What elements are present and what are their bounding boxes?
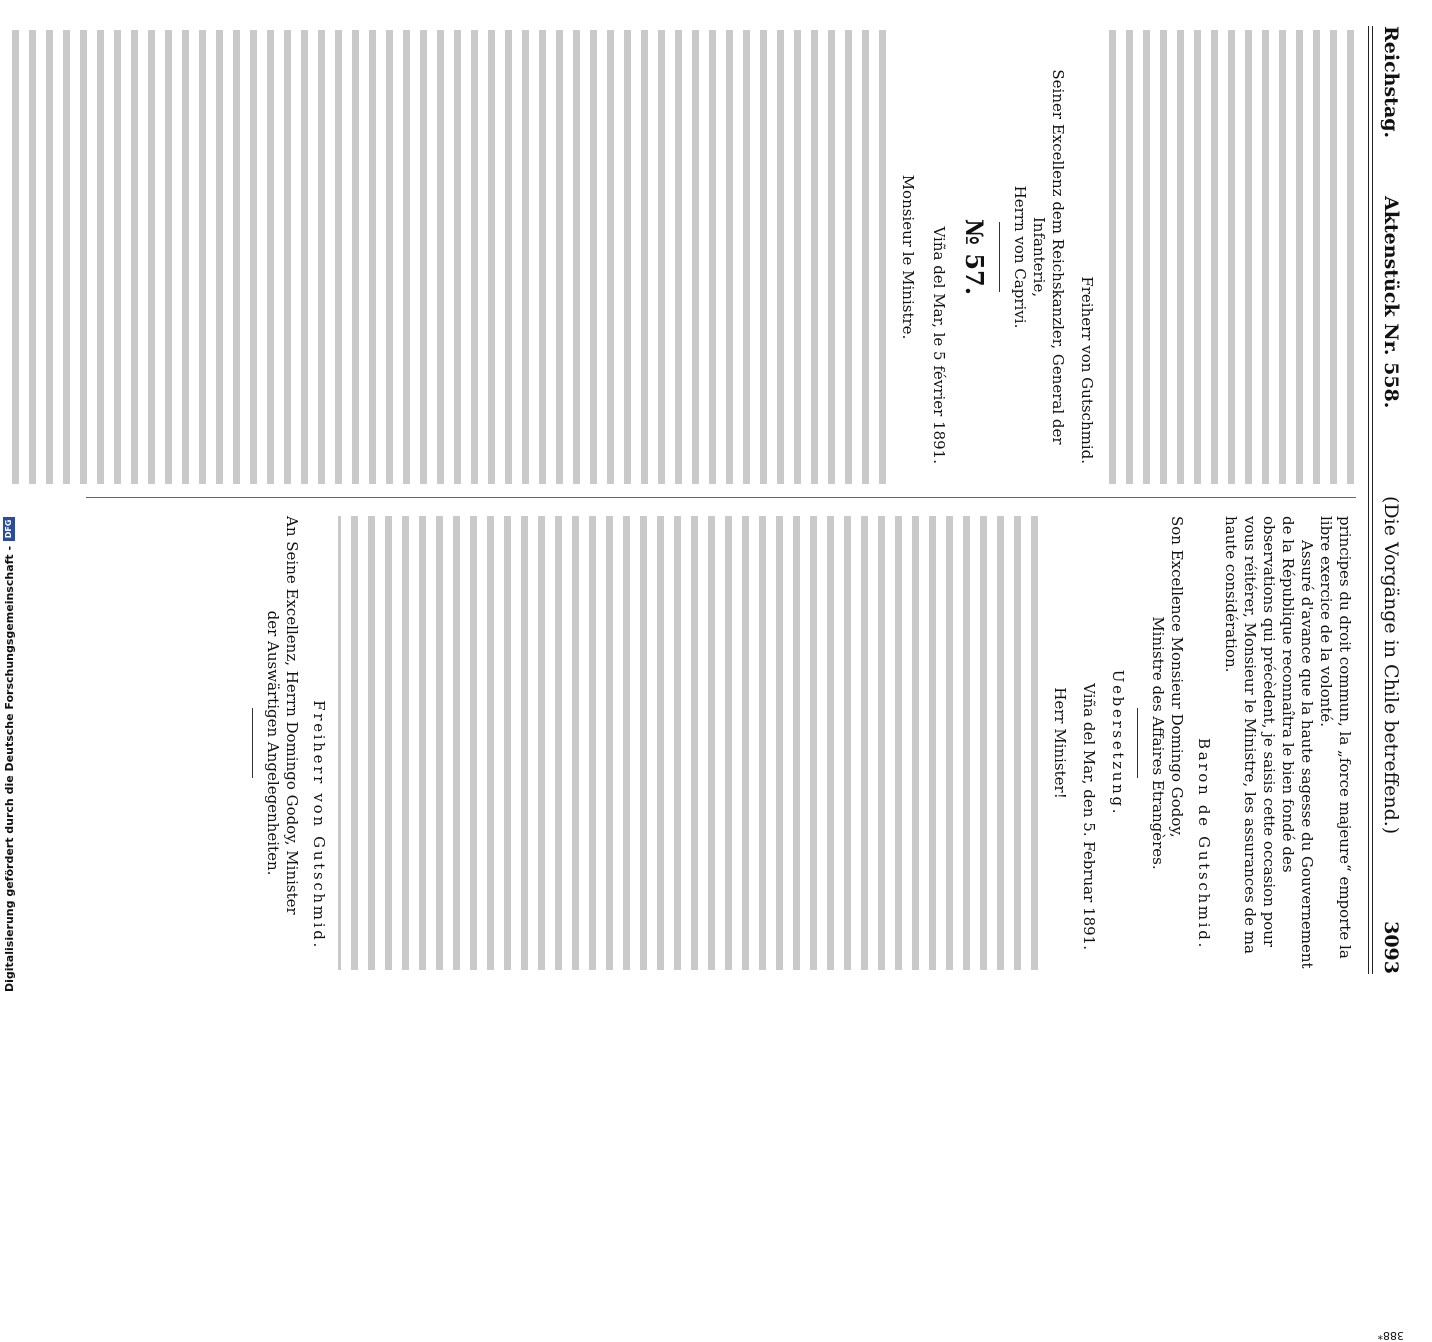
salutation: Monsieur le Ministre. [899, 174, 917, 340]
body-paragraph: Assuré d'avance que la haute sagesse du Gouvernement de la République reconnaîtra le bien fondé des observations qui précèdent, je saisis cette occasion pour vous réitérer, Monsieur le Ministre, les assurances de ma haute considération. [1222, 516, 1316, 969]
header-center: Aktenstück Nr. 558. [1380, 196, 1402, 409]
dateline: Viña del Mar, den 5. Februar 1891. [1080, 683, 1098, 950]
digitization-credit [0, 0, 18, 1000]
dateline: Viña del Mar, le 5 février 1891. [930, 226, 948, 464]
dfg-logo-icon: DFG [3, 517, 15, 541]
right-column [242, 512, 1354, 974]
signoff: Freiherr von Gutschmid. [310, 700, 328, 950]
body-paragraph [6, 30, 886, 484]
translation-heading: Uebersetzung. [1109, 669, 1127, 817]
address-line: der Auswärtigen Angelegenheiten. [264, 610, 282, 876]
credit-text: Digitalisierung gefördert durch die Deutsche Forschungsgemeinschaft - [2, 545, 16, 992]
separator [999, 222, 1000, 292]
header-left: Reichstag. [1380, 26, 1402, 139]
separator [1137, 708, 1138, 778]
body-paragraph [1104, 30, 1354, 484]
body-paragraph [338, 516, 1038, 970]
header-rule [1372, 26, 1373, 974]
column-divider [86, 497, 1356, 498]
salutation: Herr Minister! [1051, 687, 1069, 799]
signoff: Freiherr von Gutschmid. [1078, 276, 1096, 464]
document-page [16, 0, 1416, 1342]
header-page-number: 3093 [1380, 921, 1402, 974]
separator [252, 708, 253, 778]
header-paren: (Die Vorgänge in Chile betreffend.) [1380, 496, 1402, 835]
address-line: Seiner Excellenz dem Reichskanzler, General der Infanterie, [1030, 69, 1067, 445]
recipient-line: Ministre des Affaires Etrangères. [1149, 616, 1167, 870]
page-header [1368, 26, 1408, 974]
header-rule [1368, 26, 1369, 974]
sender: Baron de Gutschmid. [1195, 738, 1213, 950]
recipient-line: Son Excellence Monsieur Domingo Godoy, [1168, 516, 1186, 838]
address-line: An Seine Excellenz, Herrn Domingo Godoy, Minister [283, 516, 301, 915]
left-column [0, 26, 1354, 488]
page-mark: 388* [1377, 1329, 1404, 1342]
address-line: Herrn von Caprivi. [1011, 185, 1029, 329]
document-number: № 57. [960, 218, 989, 296]
body-paragraph: principes du droit commun, la „force majeure“ emporte la libre exercice de la volonté. [1317, 516, 1354, 959]
